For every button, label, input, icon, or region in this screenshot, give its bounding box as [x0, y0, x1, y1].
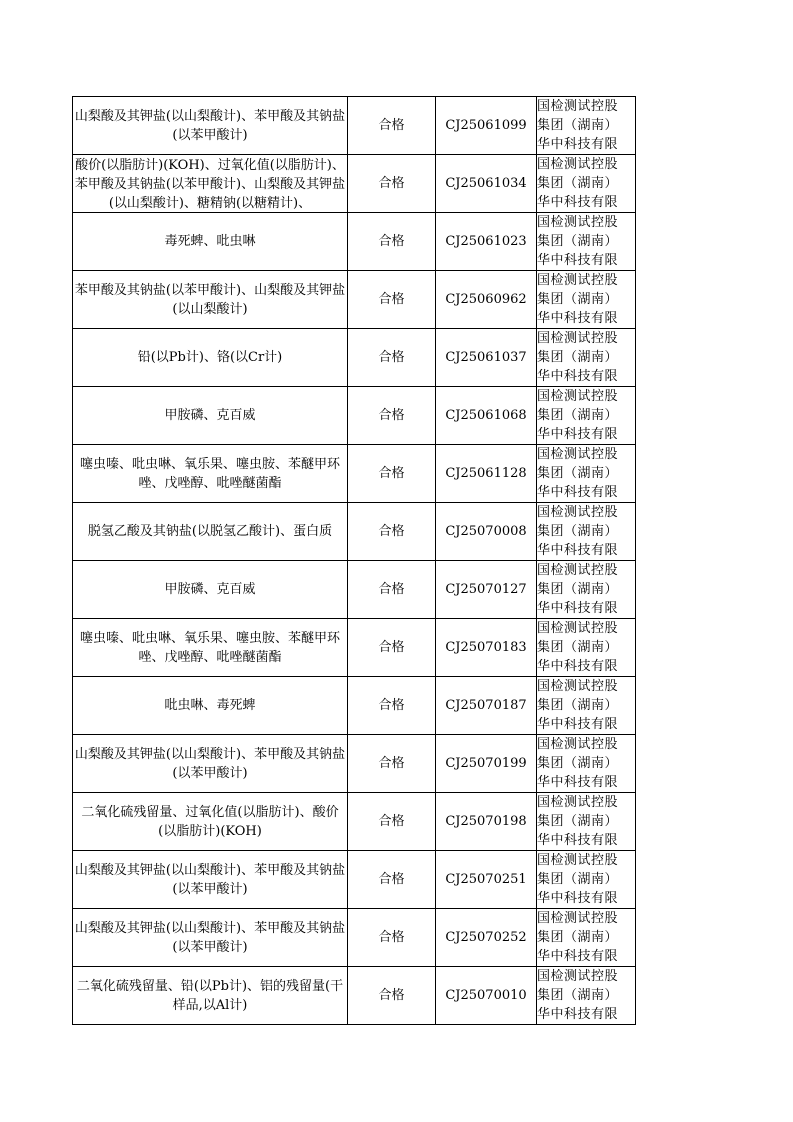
testing-org-line: 国检测试控股 [537, 853, 619, 868]
testing-org-line: 国检测试控股 [537, 389, 619, 404]
test-items-text: 甲胺磷、克百威 [164, 408, 256, 423]
testing-org-line: 国检测试控股 [537, 621, 619, 636]
test-items-cell [73, 387, 348, 445]
testing-org-cell [537, 445, 636, 503]
testing-org-line: 国检测试控股 [537, 273, 619, 288]
test-items-cell [73, 271, 348, 329]
testing-org-line: 集团（湖南） [537, 176, 619, 191]
testing-org-line: 华中科技有限 [537, 195, 619, 210]
table-row [73, 851, 636, 909]
test-items-cell [73, 909, 348, 967]
testing-org-line: 集团（湖南） [537, 814, 619, 829]
result-cell: 合格 [348, 97, 436, 155]
result-cell: 合格 [348, 793, 436, 851]
table-row [73, 213, 636, 271]
result-cell: 合格 [348, 155, 436, 213]
testing-org-line: 华中科技有限 [537, 949, 619, 964]
report-code-cell: CJ25070198 [436, 793, 537, 851]
test-items-text: 噻虫嗪、吡虫啉、氧乐果、噻虫胺、苯醚甲环唑、戊唑醇、吡唑醚菌酯 [79, 630, 340, 665]
test-items-text: 甲胺磷、克百威 [164, 582, 256, 597]
testing-org-line: 集团（湖南） [537, 582, 619, 597]
result-cell: 合格 [348, 445, 436, 503]
test-items-text: 噻虫嗪、吡虫啉、氧乐果、噻虫胺、苯醚甲环唑、戊唑醇、吡唑醚菌酯 [79, 456, 340, 491]
testing-org-cell [537, 329, 636, 387]
testing-org-line: 华中科技有限 [537, 427, 619, 442]
testing-org-cell [537, 155, 636, 213]
testing-org-line: 集团（湖南） [537, 640, 619, 655]
testing-org-line: 国检测试控股 [537, 911, 619, 926]
table-row [73, 503, 636, 561]
testing-org-cell [537, 503, 636, 561]
result-cell: 合格 [348, 851, 436, 909]
report-code-cell: CJ25061128 [436, 445, 537, 503]
test-items-cell [73, 967, 348, 1025]
test-items-text: 苯甲酸及其钠盐(以苯甲酸计)、山梨酸及其钾盐(以山梨酸计) [74, 282, 346, 317]
testing-org-line: 华中科技有限 [537, 369, 619, 384]
result-cell: 合格 [348, 213, 436, 271]
testing-org-line: 国检测试控股 [537, 969, 619, 984]
test-items-text: 山梨酸及其钾盐(以山梨酸计)、苯甲酸及其钠盐(以苯甲酸计) [74, 920, 346, 955]
table-row [73, 793, 636, 851]
testing-org-cell [537, 97, 636, 155]
testing-org-line: 集团（湖南） [537, 930, 619, 945]
test-items-cell [73, 329, 348, 387]
testing-org-line: 华中科技有限 [537, 775, 619, 790]
test-items-cell [73, 851, 348, 909]
test-items-text: 二氧化硫残留量、铅(以Pb计)、铝的残留量(干样品,以Al计) [76, 978, 344, 1013]
test-items-text: 山梨酸及其钾盐(以山梨酸计)、苯甲酸及其钠盐(以苯甲酸计) [74, 862, 346, 897]
testing-org-line: 集团（湖南） [537, 234, 619, 249]
testing-org-line: 集团（湖南） [537, 756, 619, 771]
test-items-cell [73, 735, 348, 793]
testing-org-line: 国检测试控股 [537, 99, 619, 114]
testing-org-line: 华中科技有限 [537, 659, 619, 674]
table-row [73, 967, 636, 1025]
report-code-cell: CJ25061037 [436, 329, 537, 387]
table-row [73, 561, 636, 619]
testing-org-line: 国检测试控股 [537, 737, 619, 752]
test-items-text: 酸价(以脂肪计)(KOH)、过氧化值(以脂肪计)、苯甲酸及其钠盐(以苯甲酸计)、山梨酸及其钾盐(以山梨酸计)、糖精钠(以糖精计)、 [74, 158, 346, 211]
testing-org-line: 国检测试控股 [537, 679, 619, 694]
report-code-cell: CJ25070252 [436, 909, 537, 967]
testing-org-line: 华中科技有限 [537, 311, 619, 326]
testing-org-line: 集团（湖南） [537, 872, 619, 887]
table-row [73, 329, 636, 387]
table-row [73, 97, 636, 155]
testing-org-line: 华中科技有限 [537, 485, 619, 500]
test-items-cell [73, 213, 348, 271]
testing-org-line: 华中科技有限 [537, 717, 619, 732]
result-cell: 合格 [348, 967, 436, 1025]
testing-org-line: 集团（湖南） [537, 524, 619, 539]
testing-org-line: 国检测试控股 [537, 563, 619, 578]
result-cell: 合格 [348, 735, 436, 793]
report-code-cell: CJ25060962 [436, 271, 537, 329]
test-items-text: 吡虫啉、毒死蜱 [164, 698, 256, 713]
test-items-cell [73, 793, 348, 851]
report-code-cell: CJ25061034 [436, 155, 537, 213]
test-items-cell [73, 97, 348, 155]
testing-org-cell [537, 387, 636, 445]
testing-org-line: 集团（湖南） [537, 466, 619, 481]
report-code-cell: CJ25061023 [436, 213, 537, 271]
testing-org-line: 华中科技有限 [537, 1007, 619, 1022]
table-row [73, 619, 636, 677]
test-items-text: 脱氢乙酸及其钠盐(以脱氢乙酸计)、蛋白质 [87, 524, 333, 539]
testing-org-line: 集团（湖南） [537, 118, 619, 133]
report-code-cell: CJ25070251 [436, 851, 537, 909]
testing-org-line: 国检测试控股 [537, 331, 619, 346]
test-items-cell [73, 155, 348, 213]
testing-org-cell [537, 909, 636, 967]
testing-org-cell [537, 735, 636, 793]
result-cell: 合格 [348, 677, 436, 735]
testing-org-cell [537, 967, 636, 1025]
test-items-text: 铅(以Pb计)、铬(以Cr计) [137, 350, 283, 365]
table-body [73, 97, 636, 1025]
result-cell: 合格 [348, 329, 436, 387]
table-row [73, 387, 636, 445]
test-items-text: 毒死蜱、吡虫啉 [164, 234, 256, 249]
result-cell: 合格 [348, 561, 436, 619]
testing-org-line: 集团（湖南） [537, 988, 619, 1003]
testing-org-line: 国检测试控股 [537, 157, 619, 172]
testing-org-line: 国检测试控股 [537, 447, 619, 462]
table-row [73, 271, 636, 329]
testing-org-line: 集团（湖南） [537, 350, 619, 365]
testing-org-line: 华中科技有限 [537, 543, 619, 558]
report-code-cell: CJ25070183 [436, 619, 537, 677]
testing-org-cell [537, 213, 636, 271]
report-code-cell: CJ25061068 [436, 387, 537, 445]
test-items-cell [73, 503, 348, 561]
table-row [73, 445, 636, 503]
testing-org-cell [537, 793, 636, 851]
report-code-cell: CJ25070127 [436, 561, 537, 619]
testing-org-line: 华中科技有限 [537, 601, 619, 616]
table-row [73, 909, 636, 967]
result-cell: 合格 [348, 619, 436, 677]
testing-org-cell [537, 851, 636, 909]
report-code-cell: CJ25061099 [436, 97, 537, 155]
testing-org-line: 集团（湖南） [537, 292, 619, 307]
report-code-cell: CJ25070008 [436, 503, 537, 561]
testing-org-line: 华中科技有限 [537, 891, 619, 906]
testing-org-line: 国检测试控股 [537, 505, 619, 520]
result-cell: 合格 [348, 503, 436, 561]
result-cell: 合格 [348, 271, 436, 329]
table-row [73, 735, 636, 793]
test-items-cell [73, 677, 348, 735]
testing-org-line: 国检测试控股 [537, 215, 619, 230]
report-code-cell: CJ25070010 [436, 967, 537, 1025]
testing-org-line: 华中科技有限 [537, 833, 619, 848]
test-items-text: 山梨酸及其钾盐(以山梨酸计)、苯甲酸及其钠盐(以苯甲酸计) [74, 746, 346, 781]
report-code-cell: CJ25070187 [436, 677, 537, 735]
test-items-cell [73, 445, 348, 503]
result-cell: 合格 [348, 387, 436, 445]
testing-org-line: 华中科技有限 [537, 137, 619, 152]
testing-org-line: 集团（湖南） [537, 408, 619, 423]
report-code-cell: CJ25070199 [436, 735, 537, 793]
test-items-cell [73, 619, 348, 677]
test-items-text: 二氧化硫残留量、过氧化值(以脂肪计)、酸价(以脂肪计)(KOH) [81, 804, 339, 839]
testing-org-cell [537, 619, 636, 677]
table-row [73, 677, 636, 735]
test-items-cell [73, 561, 348, 619]
testing-org-cell [537, 271, 636, 329]
testing-org-line: 国检测试控股 [537, 795, 619, 810]
testing-org-cell [537, 561, 636, 619]
inspection-results-table [72, 96, 636, 1025]
result-cell: 合格 [348, 909, 436, 967]
testing-org-cell [537, 677, 636, 735]
table-row [73, 155, 636, 213]
test-items-text: 山梨酸及其钾盐(以山梨酸计)、苯甲酸及其钠盐(以苯甲酸计) [74, 108, 346, 143]
testing-org-line: 集团（湖南） [537, 698, 619, 713]
testing-org-line: 华中科技有限 [537, 253, 619, 268]
